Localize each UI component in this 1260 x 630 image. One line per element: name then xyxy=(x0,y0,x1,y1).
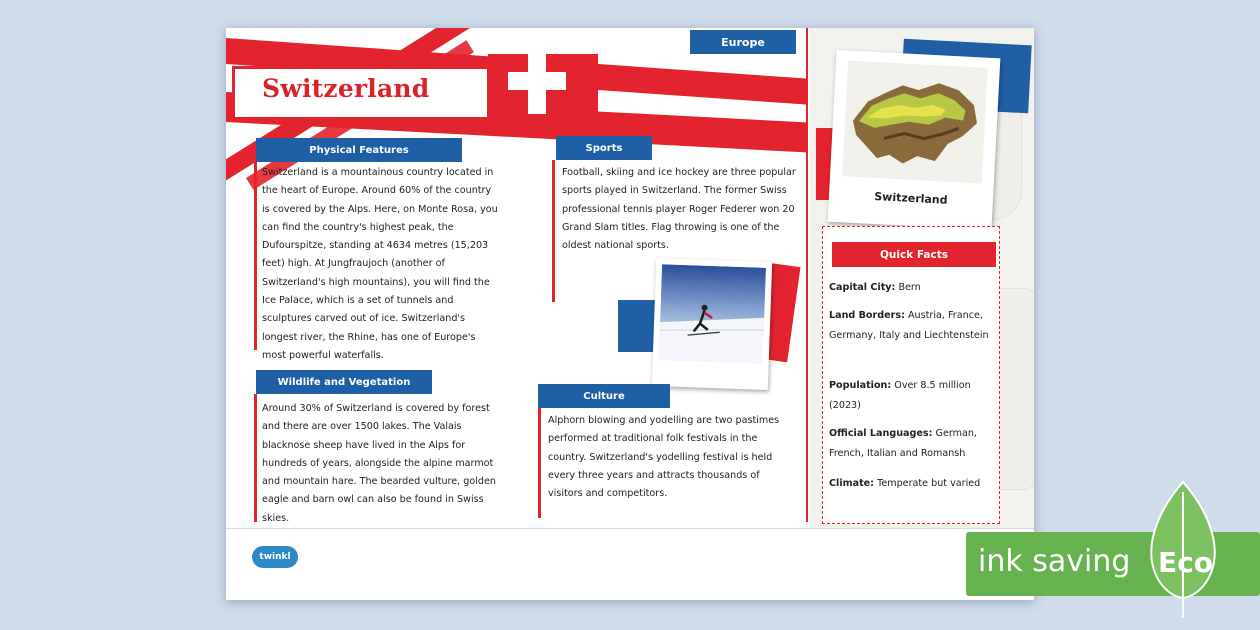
fact-languages xyxy=(829,424,997,464)
page-title: Switzerland xyxy=(262,74,430,103)
wildlife-text: Around 30% of Switzerland is covered by forest and there are over 1500 lakes. The Valais blacknose sheep have lived in the Alps for hundreds of years, alongside the alpine marmot and mountain hare. The bearded vulture, golden eagle and barn owl can also be found in Swiss skies. xyxy=(262,403,496,524)
fact-label: Capital City: xyxy=(829,282,896,293)
eco-badge-text: ink saving xyxy=(978,544,1131,579)
wildlife-heading: Wildlife and Vegetation xyxy=(256,370,432,394)
switzerland-map-image xyxy=(842,60,988,183)
skier-image xyxy=(659,264,766,364)
fact-label: Official Languages: xyxy=(829,428,933,439)
footer-rule xyxy=(226,528,1034,529)
fact-climate xyxy=(829,474,997,494)
section-rule xyxy=(538,408,541,518)
fact-value: Austria, France, Germany, Italy and Liechtenstein xyxy=(829,310,989,341)
sports-text: Football, skiing and ice hockey are three popular sports played in Switzerland. The former Swiss professional tennis player Roger Federer won 20 Grand Slam titles. Flag throwing is one of the oldest national sports. xyxy=(562,167,796,252)
eco-badge-label: Eco xyxy=(1158,546,1213,579)
physical-features-text: Switzerland is a mountainous country located in the heart of Europe. Around 60% of the country is covered by the Alps. Here, on Monte Rosa, you can find the country's highest peak, the Dufourspitze, standing at 4634 metres (15,203 feet) high. At Jungfraujoch (another of Switzerland's high mountains), you will find the Ice Palace, which is a set of tunnels and sculptures carved out of ice. Switzerland's longest river, the Rhine, has one of Europe's most powerful waterfalls. xyxy=(262,167,498,361)
section-rule xyxy=(254,162,257,350)
fact-label: Land Borders: xyxy=(829,310,905,321)
map-caption: Switzerland xyxy=(873,190,948,207)
fact-value: Temperate but varied xyxy=(877,478,981,489)
fact-file-sheet xyxy=(226,28,1034,600)
sports-heading: Sports xyxy=(556,136,652,160)
culture-text: Alphorn blowing and yodelling are two pastimes performed at traditional folk festivals in the country. Switzerland's yodelling festival is held every three years and attracts thousands of visitors and competitors. xyxy=(548,415,780,500)
fact-population xyxy=(829,376,997,416)
twinkl-logo: twinkl xyxy=(252,546,298,568)
region-tag: Europe xyxy=(690,30,796,54)
quick-facts-heading: Quick Facts xyxy=(832,242,996,267)
culture-heading: Culture xyxy=(538,384,670,408)
section-rule xyxy=(552,160,555,302)
fact-label: Population: xyxy=(829,380,892,391)
map-photo xyxy=(828,50,1001,230)
skier-photo xyxy=(652,258,772,390)
fact-value: German, French, Italian and Romansh xyxy=(829,428,977,459)
section-rule xyxy=(254,394,257,522)
fact-land-borders xyxy=(829,306,997,346)
fact-value: Bern xyxy=(898,282,921,293)
fact-capital xyxy=(829,278,997,298)
physical-features-heading: Physical Features xyxy=(256,138,462,162)
flag-cross-horizontal xyxy=(508,72,566,90)
fact-label: Climate: xyxy=(829,478,875,489)
fact-value: Over 8.5 million (2023) xyxy=(829,380,971,411)
column-divider xyxy=(806,28,808,522)
